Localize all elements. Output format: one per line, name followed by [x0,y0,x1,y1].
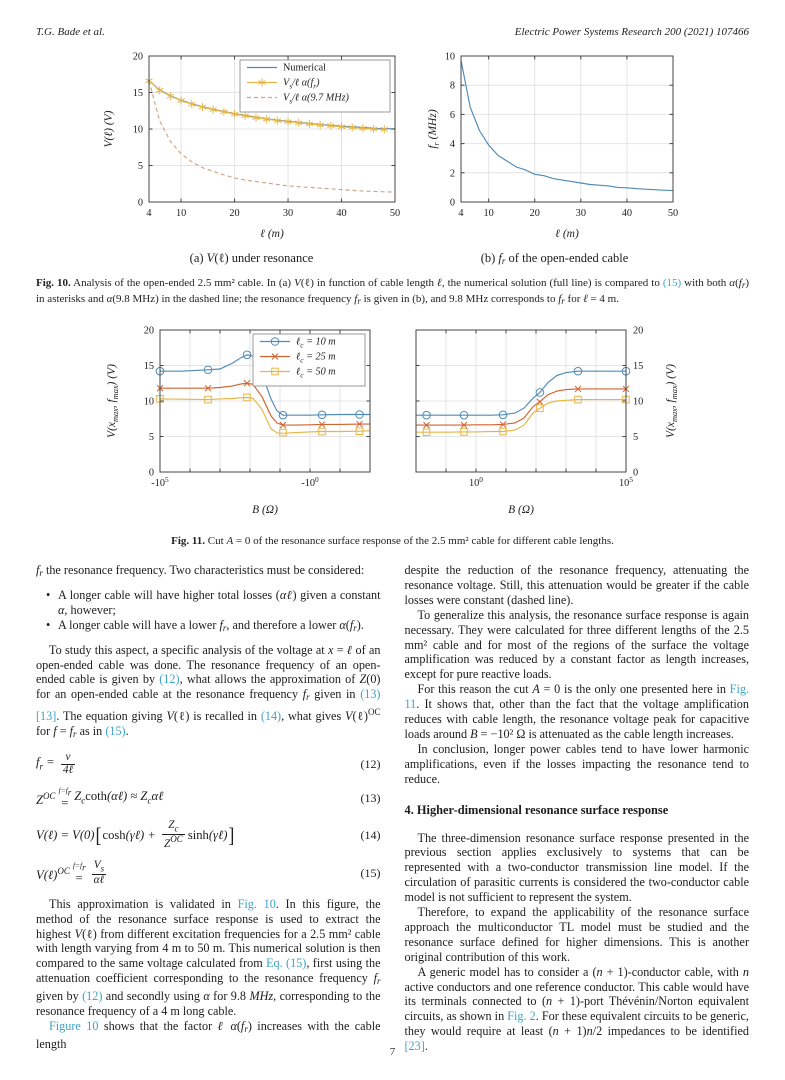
equation-13 [36,787,381,810]
svg-text:105: $10^5$ [618,475,633,489]
text-segment: given in [309,687,361,702]
text-segment: x [327,642,334,657]
math-token: V(ℓ)$^{OC}$ [36,865,70,883]
text-segment: f [558,293,562,305]
text-segment: f [498,251,502,265]
paragraph [405,563,750,608]
text-segment: α [106,293,113,305]
fig11-right-block [408,324,684,525]
svg-text:2: 2 [449,168,455,180]
ref-link[interactable]: (15) [662,277,682,289]
text-segment: ( [345,617,350,632]
right-column [405,563,750,1054]
text-segment: f [53,724,57,739]
svg-text:10: 10 [143,396,154,408]
svg-text:Vs/ℓ α(9.7 MHz): $V_s/\ell$ α(9.7 MHz) [282,92,349,106]
svg-text:6: 6 [449,109,455,121]
svg-text:8: 8 [449,80,455,92]
ref-link[interactable]: Fig. 2 [507,1009,536,1024]
equation-body [36,752,361,777]
text-segment: , however; [64,602,116,617]
paragraph [405,608,750,683]
fig10a-block [99,48,405,266]
svg-text:-100: $-10^0$ [300,475,319,489]
text-segment: . In this figure, the method of the resonance surface response is used to extract the highest [36,896,381,941]
text-segment: for [36,724,54,739]
text-segment: r [244,1023,248,1034]
text-segment: shows that the factor [98,1018,218,1033]
ref-link[interactable]: Eq. (15) [266,956,307,971]
svg-text:15: 15 [632,361,643,372]
equation-body [36,787,361,810]
text-segment: . [125,724,129,739]
svg-text:0: 0 [632,467,638,479]
svg-text:10: 10 [632,396,643,408]
text-segment: . For these equivalent circuits to be generic, they would require at least ( [404,1009,749,1039]
section-heading: 4. Higher-dimensional resonance surface response [404,802,669,817]
svg-text:15: 15 [143,361,154,372]
equation-number: (12) [360,756,381,771]
svg-text:5: 5 [148,432,154,443]
math-token: $f=f_r$ = [58,785,72,811]
grid [416,330,626,472]
text-segment: f [219,617,223,632]
text-segment: , corresponding to the resonance frequency of a 4 m long cable. [36,989,381,1019]
text-segment: r [501,256,506,266]
fig10b-subcaption [481,251,629,266]
text-segment: = 0 is the only one presented here in [539,682,730,697]
math-token: $\frac{Z_c}{Z^{OC}}$ [164,818,183,850]
svg-text:Numerical: Numerical [282,62,326,74]
ref-link[interactable]: (12) [82,989,103,1004]
text-segment: B [470,726,478,741]
math-token: sinh(γℓ) [187,827,228,842]
svg-text:V(xmax, fmax) (V): $V(x_{max}$, $f_{max}$) (V) [664,364,679,438]
grid [461,56,673,202]
fig10b-block [423,48,687,266]
paragraph [405,965,750,1054]
paragraph [36,643,381,742]
text-segment: ℓ [583,293,588,305]
text-segment: f [349,617,354,632]
legend [240,60,390,112]
svg-text:4: 4 [145,208,152,219]
svg-text:ℓc = 25 m: ℓ$_c$ = 25 m [295,351,336,365]
text-segment: f [373,971,377,986]
math-token: $f_r$ = [36,754,58,772]
ref-link[interactable]: (13) [360,687,381,702]
bullet-item [46,618,381,636]
text-segment: α [339,617,346,632]
text-segment: . [424,1039,428,1054]
math-token: $Z_c\cot h(\alpha\ell)$ ≈ $Z_c\alpha\ell$ [74,788,164,806]
text-segment: f [302,687,307,702]
text-segment: for [564,293,584,305]
equation-14 [36,820,381,850]
text-segment: ( [735,277,739,289]
text-segment: f [354,293,358,305]
math-token: V(ℓ) = V(0) [36,827,95,842]
chart-svg [99,48,405,244]
text-segment: (b) [480,251,499,265]
text-segment: , what gives [281,709,346,724]
svg-text:10: 10 [175,208,186,219]
text-segment: n [596,964,603,979]
text-segment: ). [356,617,364,632]
svg-text:20: 20 [529,208,540,219]
text-segment: n [586,1024,593,1039]
text-segment: , first using the attenuation coefficient corresponding to the resonance frequency [36,956,381,986]
text-segment: Fig. 10. [36,277,71,289]
equation-number: (14) [360,827,381,842]
text-segment: A generic model has to consider a ( [417,964,597,979]
svg-text:4: 4 [449,139,455,151]
text-segment: V [294,277,301,289]
paragraph [405,831,750,906]
text-segment: (a) [189,251,207,265]
text-segment: = 4 m. [587,293,619,305]
body-columns [0,563,785,1054]
svg-text:B (Ω): B (Ω) [251,504,278,516]
paragraph [405,682,750,742]
figure-11 [0,324,785,525]
text-segment: V [166,709,174,724]
text-segment: for 9.8 [209,989,250,1004]
text-segment: ℓ [346,642,353,657]
text-segment: = [56,724,70,739]
text-segment: . The equation giving [56,709,167,724]
svg-text:50: 50 [389,208,400,219]
ref-link[interactable]: Fig. 11 [404,682,749,712]
series--c-10-m [416,367,630,419]
fig10a-chart [99,48,405,249]
ref-link[interactable]: [13] [36,709,57,724]
text-segment: of the open-ended cable [505,251,629,265]
svg-text:15: 15 [132,88,143,99]
svg-text:ℓ (m): ℓ (m) [554,228,579,240]
text-segment: α [729,277,736,289]
text-segment: r [222,622,227,633]
text-segment: r [376,976,381,987]
equation-12 [36,752,381,777]
running-author: T.G. Bade et al. [36,26,105,38]
page-number: 7 [389,1046,396,1058]
text-segment: ℓ α [217,1018,237,1033]
text-segment: OC [367,707,381,718]
text-segment: A [532,682,540,697]
svg-text:20: 20 [143,325,154,337]
paragraph [405,905,750,965]
text-segment: = [333,642,347,657]
legend [253,334,365,386]
svg-text:V(ℓ) (V): V(ℓ) (V) [102,110,115,148]
paragraph [36,563,381,581]
text-segment: (ℓ) in function of cable length [300,277,438,289]
text-segment: r [353,622,357,633]
svg-text:20: 20 [632,325,643,337]
ref-link[interactable]: (12) [159,672,180,687]
fig11-left-chart [102,324,378,525]
text-segment: (0) for an open-ended cable at the resonance frequency [36,672,381,702]
text-segment: r [39,568,43,578]
running-head [0,0,785,38]
math-token: $\frac{v}{\text{4ℓ}}$ [62,751,74,776]
text-segment: ℓ [437,277,442,289]
svg-text:ℓ (m): ℓ (m) [259,228,284,240]
fig10a-subcaption [190,251,314,266]
text-segment: This approximation is validated in [49,896,238,911]
paragraph [36,897,381,1019]
svg-text:0: 0 [137,197,143,209]
text-segment: (ℓ) is recalled in [173,709,261,724]
math-token: $Z^{OC}$ [36,790,56,807]
svg-text:10: 10 [444,51,455,63]
equation-number: (13) [360,790,381,805]
ref-link[interactable]: Figure 10 [49,1018,99,1033]
text-segment: (ℓ) under resonance [214,251,314,265]
equation-body [36,860,361,887]
svg-text:100: $10^0$ [468,475,483,489]
equation-15 [36,860,381,887]
math-token: cosh(γℓ) + [102,827,159,842]
text-segment: α [203,989,210,1004]
chart-svg [408,324,684,520]
text-segment: r [357,296,361,306]
svg-text:20: 20 [132,51,143,63]
svg-text:10: 10 [132,124,143,136]
fig11-left-block [102,324,378,525]
ref-link[interactable]: [23] [404,1039,425,1054]
text-segment: r [741,280,746,290]
svg-text:20: 20 [228,208,240,219]
text-segment: (ℓ) from different excitation frequencies for a 2.5 mm² cable with length varying from 4 m to 50 m. This numerical solution is then compared to the same voltage calculated from [36,926,381,971]
text-segment: ) given a constant [292,587,381,602]
equation-number: (15) [360,866,381,880]
svg-text:V(xmax, fmax) (V): $V(x_{max}$, $f_{max}$) (V) [105,364,120,438]
text-segment: Fig. 11. [171,535,206,547]
text-segment: /2 impedances to be identified [592,1024,750,1039]
text-segment: To generalize this analysis, the resonance surface response is again necessary. They were calculated for three different lengths of the 2.5 mm² cable and for most of the regions of the surface the voltage amplification was reduced by a constant factor as length increases, except for pure reactive loads. [404,607,749,682]
text-segment: (9.8 MHz) in the dashed line; the resonance frequency [112,293,355,305]
text-segment: = −10² Ω is attenuated as the cable length increases. [477,726,734,741]
svg-text:10: 10 [483,208,494,219]
math-token: $f=f_r$ = [72,860,86,886]
svg-text:4: 4 [457,208,464,219]
text-segment: n [742,964,749,979]
text-segment: Therefore, to expand the applicability of the resonance surface approach the multiconductor TL model must be studied and the resonance surface defined for higher dimensions. This is another original contribution of this work. [404,905,749,964]
text-segment: the resonance frequency. Two characteristics must be considered: [42,563,365,577]
text-segment: r [561,296,565,306]
text-segment: To study this aspect, a specific analysis of the voltage at [49,642,328,657]
text-segment: MHz [249,989,274,1004]
text-segment: f [36,563,40,577]
svg-text:30: 30 [282,208,293,219]
running-journal: Electric Power Systems Research 200 (2021) 107466 [514,26,749,38]
text-segment: ( [236,1018,241,1033]
text-segment: Cut [205,535,227,547]
text-segment: A longer cable will have a lower [58,617,220,632]
svg-text:-105: $-10^5$ [150,475,169,489]
fig11-caption [0,535,785,547]
text-segment: The three-dimension resonance surface response presented in the previous section applies exclusively to systems that can be represented with a two-conductor transmission line model. If the circulation of parasitic currents is considered the two-conductor cable model is not sufficient to represent the system. [404,830,749,905]
ref-link[interactable]: (14) [260,709,282,724]
text-segment: n [546,994,553,1009]
text-segment: V [345,709,353,724]
ref-link[interactable]: Fig. 10 [237,896,276,911]
svg-text:ℓc = 10 m: ℓ$_c$ = 10 m [295,336,336,350]
text-segment: αℓ [279,587,293,602]
svg-text:30: 30 [575,208,586,219]
svg-text:ℓc = 50 m: ℓ$_c$ = 50 m [295,366,336,380]
series--c-25-m [416,386,629,428]
text-segment: f [738,277,742,289]
left-column [36,563,381,1054]
svg-text:0: 0 [148,467,154,479]
svg-text:0: 0 [449,197,455,209]
text-segment: r [306,692,310,703]
text-segment: r [73,729,77,740]
series--c-50-m [416,396,629,435]
svg-text:fr (MHz): $f_r$ (MHz) [426,109,441,149]
text-segment: For this reason the cut [417,682,533,697]
text-segment: with both [681,277,730,289]
text-segment: (ℓ) [352,709,368,724]
fig10b-chart [423,48,687,249]
chart-svg [423,48,687,244]
fig10-caption [36,276,749,308]
text-segment: In conclusion, longer power cables tend to have lower harmonic amplifications, even if the losses impacting the resonance tend to reduce. [404,741,749,786]
svg-text:5: 5 [137,161,143,172]
text-segment: = 0 of the resonance surface response of the 2.5 mm² cable for different cable lengths. [233,535,614,547]
svg-text:40: 40 [621,208,632,219]
fig11-right-chart [408,324,684,525]
text-segment: and secondly using [102,989,204,1004]
series-f-r [461,60,673,190]
text-segment: Z [359,672,367,687]
text-segment: , and therefore a lower [226,617,340,632]
text-segment: f [240,1018,245,1033]
bullet-list [36,588,381,636]
text-segment: , the numerical solution (full line) is compared to [441,277,663,289]
svg-text:40: 40 [335,208,347,219]
text-segment: despite the reduction of the resonance frequency, attenuating the resonance voltage. Still, this attenuation would be greater if the cable losses were constant (dashed line). [404,563,749,607]
text-segment: n [552,1024,559,1039]
text-segment: V [74,926,83,941]
text-segment: . It shows that, other than the fact that the voltage amplification reduces with cable length, the resonance voltage peak for capacitive loads around [404,697,749,741]
text-segment: A longer cable will have higher total losses ( [58,587,280,602]
text-segment: active conductors and one reference conductor. This cable would have its terminals connected to ( [404,979,749,1009]
bullet-item [46,588,381,618]
paragraph [405,742,750,787]
svg-text:B (Ω): B (Ω) [507,504,534,516]
text-segment: α [58,602,65,617]
text-segment: Analysis of the open-ended 2.5 mm² cable. In (a) [70,277,295,289]
text-segment: V [206,251,215,265]
text-segment: ) increases with the cable length [36,1018,381,1051]
ref-link[interactable]: (15) [105,724,126,739]
figure-10 [0,48,785,266]
svg-text:5: 5 [632,432,638,443]
chart-svg [102,324,378,520]
text-segment: ) in asterisks and [36,277,749,305]
math-token: $\frac{V_s}{\text{αℓ}}$ [93,859,105,886]
text-segment: + 1)-conductor cable, with [602,964,743,979]
text-segment: + 1) [558,1024,587,1039]
svg-text:Vs/ℓ α(fr): $V_s/\ell$ $\alpha(f_r)$ [282,77,320,91]
text-segment: as in [76,724,106,739]
text-segment: is given in (b), and 9.8 MHz corresponds to [360,293,559,305]
text-segment: A [226,535,234,547]
axes [461,56,673,202]
equation-body [36,820,361,850]
series--c-25-m [157,380,370,428]
text-segment: f [69,724,74,739]
math-token: ] [228,823,235,847]
math-token: [ [95,823,102,847]
text-segment: given by [36,989,83,1004]
svg-text:50: 50 [667,208,678,219]
text-segment: , what allows the approximation of [179,672,360,687]
text-segment: of an open-ended cable was done. The resonance frequency of an open-ended cable is given by [36,642,381,687]
text-segment: + 1)-port Thévénin/Norton equivalent circuits, as shown in [404,994,749,1024]
